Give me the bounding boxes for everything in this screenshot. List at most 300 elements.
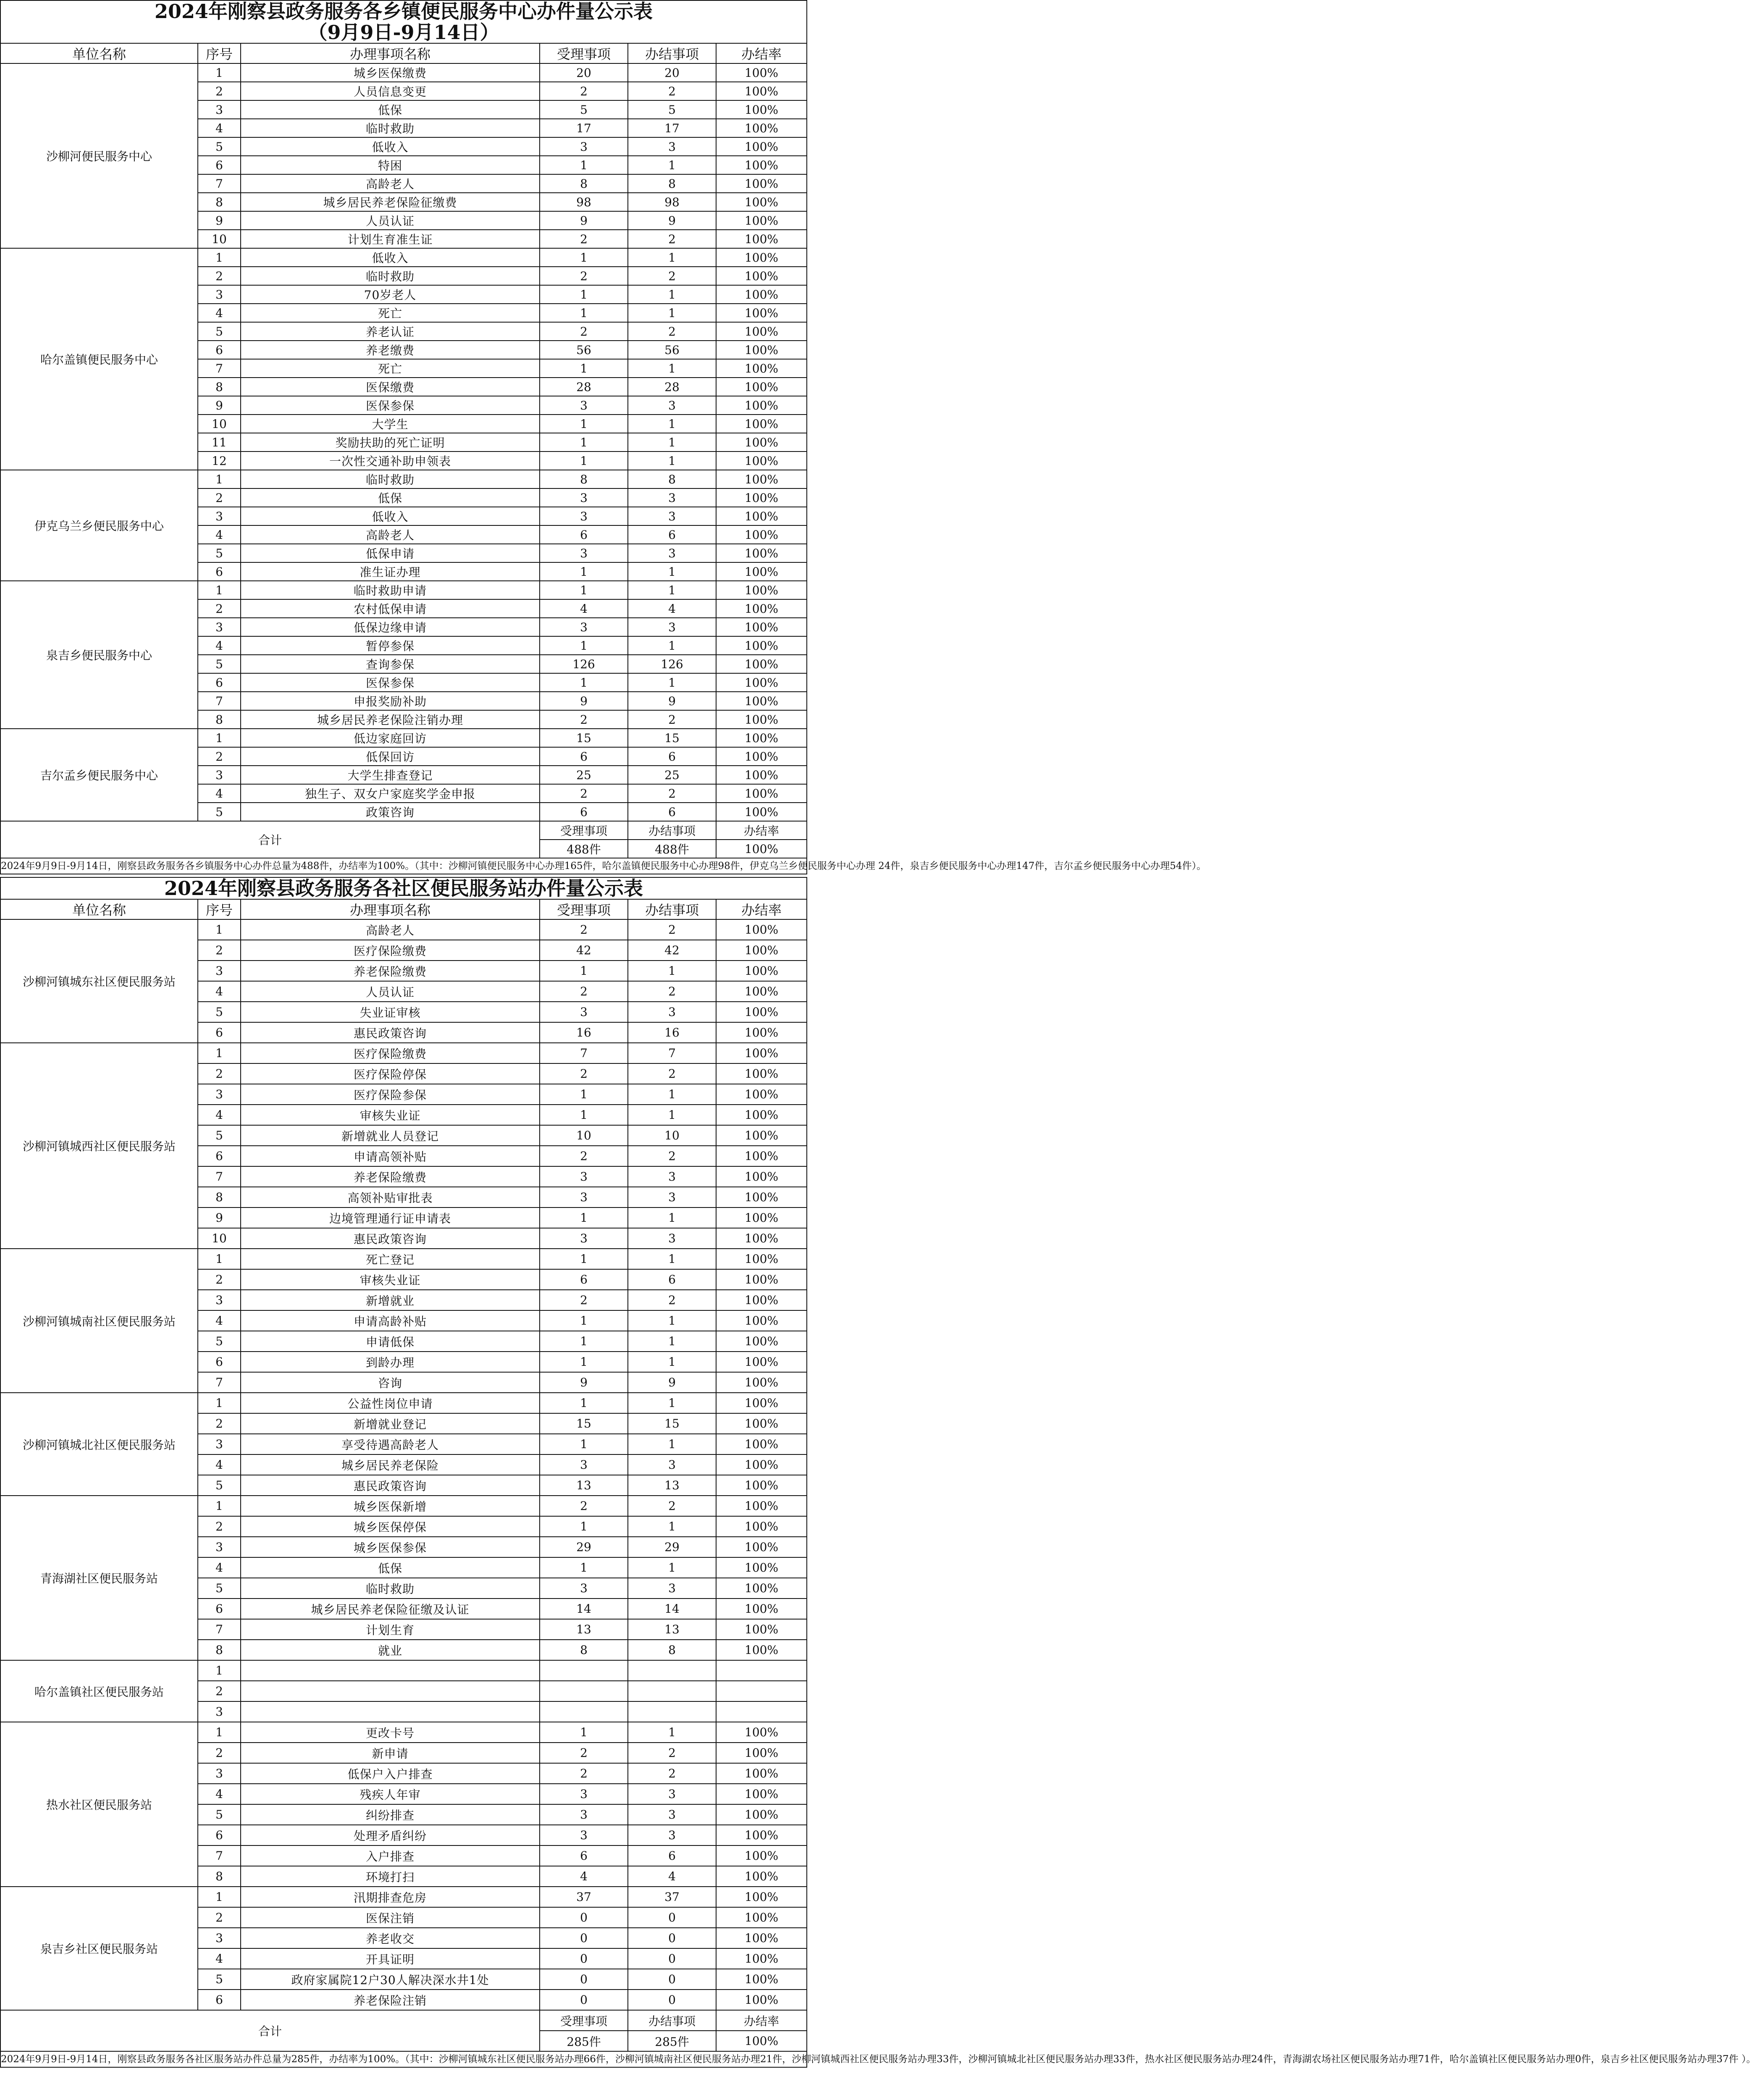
table1-title-line-1: 2024年刚察县政务服务各乡镇便民服务中心办件量公示表 [155, 0, 653, 23]
seq-cell: 4 [198, 1105, 241, 1125]
item-cell [241, 1701, 540, 1722]
accepted-cell: 3 [540, 544, 628, 562]
completed-cell: 2 [628, 267, 716, 285]
item-cell: 环境打扫 [241, 1866, 540, 1887]
rate-cell: 100% [716, 1475, 807, 1496]
accepted-cell: 6 [540, 1269, 628, 1290]
rate-cell: 100% [716, 1578, 807, 1599]
seq-cell: 3 [198, 1701, 241, 1722]
seq-cell: 1 [198, 1722, 241, 1743]
item-cell: 大学生 [241, 415, 540, 433]
item-cell: 公益性岗位申请 [241, 1393, 540, 1413]
item-cell: 低保边缘申请 [241, 618, 540, 636]
completed-cell: 4 [628, 599, 716, 618]
seq-cell: 3 [198, 961, 241, 981]
item-cell: 养老认证 [241, 322, 540, 341]
item-cell: 临时救助 [241, 267, 540, 285]
accepted-cell: 2 [540, 82, 628, 100]
total-value: 285件 [540, 2031, 628, 2051]
completed-cell: 1 [628, 1393, 716, 1413]
column-header: 办理事项名称 [241, 899, 540, 919]
column-header: 单位名称 [0, 43, 198, 63]
rate-cell: 100% [716, 230, 807, 248]
seq-cell: 2 [198, 1743, 241, 1763]
item-cell: 医疗保险缴费 [241, 1043, 540, 1063]
seq-cell: 5 [198, 1331, 241, 1352]
rate-cell: 100% [716, 1310, 807, 1331]
completed-cell: 1 [628, 1331, 716, 1352]
completed-cell: 2 [628, 1146, 716, 1166]
seq-cell: 3 [198, 1537, 241, 1557]
completed-cell: 1 [628, 304, 716, 322]
unit-name-cell: 伊克乌兰乡便民服务中心 [0, 470, 198, 581]
item-cell: 医疗保险缴费 [241, 940, 540, 961]
item-cell: 惠民政策咨询 [241, 1475, 540, 1496]
completed-cell: 1 [628, 1722, 716, 1743]
seq-cell: 2 [198, 940, 241, 961]
rate-cell: 100% [716, 1722, 807, 1743]
completed-cell: 0 [628, 1907, 716, 1928]
table-row [0, 248, 807, 267]
table2-title-line-1: 2024年刚察县政务服务各社区便民服务站办件量公示表 [164, 877, 643, 900]
completed-cell: 3 [628, 1784, 716, 1804]
rate-cell: 100% [716, 1125, 807, 1146]
rate-cell: 100% [716, 636, 807, 655]
seq-cell: 3 [198, 1763, 241, 1784]
seq-cell: 9 [198, 396, 241, 415]
accepted-cell: 9 [540, 692, 628, 710]
rate-cell: 100% [716, 1146, 807, 1166]
accepted-cell: 1 [540, 433, 628, 452]
table-row [0, 729, 807, 747]
rate-cell: 100% [716, 82, 807, 100]
table-row [0, 1496, 807, 1516]
accepted-cell: 2 [540, 919, 628, 940]
seq-cell: 3 [198, 618, 241, 636]
completed-cell: 9 [628, 1372, 716, 1393]
column-header: 受理事项 [540, 43, 628, 63]
seq-cell: 6 [198, 156, 241, 174]
accepted-cell: 2 [540, 710, 628, 729]
accepted-cell: 2 [540, 1496, 628, 1516]
accepted-cell: 1 [540, 304, 628, 322]
item-cell: 医保参保 [241, 673, 540, 692]
accepted-cell: 42 [540, 940, 628, 961]
completed-cell: 28 [628, 378, 716, 396]
item-cell: 查询参保 [241, 655, 540, 673]
item-cell: 人员认证 [241, 211, 540, 230]
rate-cell: 100% [716, 940, 807, 961]
completed-cell: 1 [628, 1084, 716, 1105]
accepted-cell: 1 [540, 248, 628, 267]
column-header: 序号 [198, 43, 241, 63]
table-row [0, 1393, 807, 1413]
rate-cell: 100% [716, 1454, 807, 1475]
unit-name-cell: 哈尔盖镇便民服务中心 [0, 248, 198, 470]
item-cell: 申报奖励补助 [241, 692, 540, 710]
item-cell: 高龄老人 [241, 919, 540, 940]
rate-cell: 100% [716, 1187, 807, 1208]
accepted-cell: 56 [540, 341, 628, 359]
seq-cell: 5 [198, 1002, 241, 1022]
completed-cell: 1 [628, 1516, 716, 1537]
rate-cell: 100% [716, 1352, 807, 1372]
item-cell [241, 1681, 540, 1701]
seq-cell: 9 [198, 1208, 241, 1228]
accepted-cell: 3 [540, 396, 628, 415]
completed-cell: 6 [628, 1845, 716, 1866]
seq-cell: 2 [198, 747, 241, 766]
seq-cell: 4 [198, 981, 241, 1002]
accepted-cell: 2 [540, 1763, 628, 1784]
rate-cell: 100% [716, 710, 807, 729]
table-row [0, 1043, 807, 1063]
item-cell: 临时救助 [241, 119, 540, 137]
rate-cell: 100% [716, 1845, 807, 1866]
item-cell: 医疗保险参保 [241, 1084, 540, 1105]
seq-cell: 5 [198, 803, 241, 821]
completed-cell: 2 [628, 1290, 716, 1310]
accepted-cell: 3 [540, 1166, 628, 1187]
accepted-cell: 1 [540, 1516, 628, 1537]
completed-cell: 1 [628, 562, 716, 581]
seq-cell: 5 [198, 544, 241, 562]
accepted-cell: 1 [540, 1105, 628, 1125]
completed-cell [628, 1681, 716, 1701]
rate-cell: 100% [716, 1537, 807, 1557]
item-cell: 农村低保申请 [241, 599, 540, 618]
seq-cell: 3 [198, 507, 241, 525]
item-cell: 临时救助 [241, 1578, 540, 1599]
accepted-cell: 1 [540, 285, 628, 304]
table1-title-line-2: （9月9日-9月14日） [308, 21, 499, 44]
unit-name-cell: 沙柳河镇城北社区便民服务站 [0, 1393, 198, 1496]
total-row [0, 2010, 807, 2031]
total-label: 合计 [0, 821, 540, 858]
item-cell: 临时救助申请 [241, 581, 540, 599]
rate-cell: 100% [716, 267, 807, 285]
rate-cell: 100% [716, 766, 807, 784]
accepted-cell: 2 [540, 322, 628, 341]
accepted-cell: 25 [540, 766, 628, 784]
completed-cell: 3 [628, 1825, 716, 1845]
accepted-cell: 1 [540, 1722, 628, 1743]
accepted-cell: 0 [540, 1969, 628, 1990]
accepted-cell: 8 [540, 1640, 628, 1660]
completed-cell: 0 [628, 1990, 716, 2010]
table1-header-row [0, 43, 807, 63]
seq-cell: 4 [198, 525, 241, 544]
completed-cell: 0 [628, 1948, 716, 1969]
item-cell: 新增就业 [241, 1290, 540, 1310]
seq-cell: 4 [198, 784, 241, 803]
accepted-cell: 2 [540, 981, 628, 1002]
item-cell: 城乡居民养老保险征缴及认证 [241, 1599, 540, 1619]
item-cell [241, 1660, 540, 1681]
accepted-cell: 3 [540, 1187, 628, 1208]
completed-cell: 37 [628, 1887, 716, 1907]
rate-cell: 100% [716, 211, 807, 230]
rate-cell: 100% [716, 1640, 807, 1660]
accepted-cell: 5 [540, 100, 628, 119]
accepted-cell [540, 1701, 628, 1722]
accepted-cell [540, 1681, 628, 1701]
seq-cell: 10 [198, 1228, 241, 1249]
completed-cell: 1 [628, 636, 716, 655]
item-cell: 到龄办理 [241, 1352, 540, 1372]
rate-cell: 100% [716, 1208, 807, 1228]
seq-cell: 12 [198, 452, 241, 470]
seq-cell: 2 [198, 1413, 241, 1434]
seq-cell: 4 [198, 1454, 241, 1475]
item-cell: 特困 [241, 156, 540, 174]
rate-cell: 100% [716, 729, 807, 747]
rate-cell: 100% [716, 341, 807, 359]
seq-cell: 8 [198, 193, 241, 211]
completed-cell: 2 [628, 230, 716, 248]
total-value: 100% [716, 2031, 807, 2051]
item-cell: 低收入 [241, 137, 540, 156]
total-value: 285件 [628, 2031, 716, 2051]
accepted-cell: 1 [540, 1434, 628, 1454]
completed-cell: 25 [628, 766, 716, 784]
seq-cell: 1 [198, 1393, 241, 1413]
item-cell: 高龄老人 [241, 174, 540, 193]
total-header: 办结事项 [628, 2010, 716, 2031]
seq-cell: 11 [198, 433, 241, 452]
completed-cell: 8 [628, 174, 716, 193]
rate-cell: 100% [716, 1804, 807, 1825]
item-cell: 更改卡号 [241, 1722, 540, 1743]
completed-cell: 3 [628, 618, 716, 636]
seq-cell: 10 [198, 415, 241, 433]
seq-cell: 8 [198, 1187, 241, 1208]
completed-cell: 9 [628, 211, 716, 230]
seq-cell: 3 [198, 1084, 241, 1105]
table2-title [0, 877, 807, 899]
accepted-cell: 4 [540, 599, 628, 618]
completed-cell: 3 [628, 1228, 716, 1249]
table1-title [0, 0, 807, 43]
completed-cell: 0 [628, 1969, 716, 1990]
item-cell: 奖励扶助的死亡证明 [241, 433, 540, 452]
completed-cell: 2 [628, 1063, 716, 1084]
table-row [0, 919, 807, 940]
accepted-cell: 1 [540, 1310, 628, 1331]
accepted-cell: 1 [540, 1557, 628, 1578]
seq-cell: 8 [198, 710, 241, 729]
table2-note: 2024年9月9日-9月14日，刚察县政务服务各社区服务站办件总量为285件，办结率为100%。（其中：沙柳河镇城东社区便民服务站办理66件，沙柳河镇城南社区便民服务站办理21件，沙柳河镇城西社区便民服务站办理33件，沙柳河镇城北社区便民服务站办理33件，热水社区便民服务站办理24件，青海湖农场社区便民服务站办理71件，哈尔盖镇社区便民服务站办理0件，泉吉乡社区便民服务站办理37件 ）。 [0, 2051, 807, 2067]
rate-cell: 100% [716, 488, 807, 507]
unit-name-cell: 沙柳河便民服务中心 [0, 63, 198, 248]
seq-cell: 5 [198, 1969, 241, 1990]
accepted-cell: 2 [540, 1063, 628, 1084]
completed-cell: 6 [628, 525, 716, 544]
seq-cell: 6 [198, 1352, 241, 1372]
accepted-cell: 98 [540, 193, 628, 211]
seq-cell: 7 [198, 1166, 241, 1187]
item-cell: 大学生排查登记 [241, 766, 540, 784]
item-cell: 纠纷排查 [241, 1804, 540, 1825]
seq-cell: 3 [198, 285, 241, 304]
item-cell: 享受待遇高龄老人 [241, 1434, 540, 1454]
unit-name-cell: 泉吉乡便民服务中心 [0, 581, 198, 729]
rate-cell: 100% [716, 544, 807, 562]
item-cell: 城乡医保停保 [241, 1516, 540, 1537]
completed-cell: 1 [628, 156, 716, 174]
completed-cell: 15 [628, 729, 716, 747]
completed-cell: 3 [628, 396, 716, 415]
completed-cell: 1 [628, 961, 716, 981]
rate-cell: 100% [716, 1928, 807, 1948]
total-header: 办结率 [716, 821, 807, 840]
rate-cell: 100% [716, 1063, 807, 1084]
rate-cell: 100% [716, 322, 807, 341]
item-cell: 残疾人年审 [241, 1784, 540, 1804]
rate-cell: 100% [716, 156, 807, 174]
completed-cell: 3 [628, 1578, 716, 1599]
completed-cell: 56 [628, 341, 716, 359]
rate-cell: 100% [716, 1763, 807, 1784]
rate-cell: 100% [716, 1557, 807, 1578]
seq-cell: 4 [198, 304, 241, 322]
accepted-cell: 3 [540, 1825, 628, 1845]
rate-cell: 100% [716, 1948, 807, 1969]
item-cell: 入户排查 [241, 1845, 540, 1866]
rate-cell: 100% [716, 415, 807, 433]
rate-cell: 100% [716, 1043, 807, 1063]
item-cell: 就业 [241, 1640, 540, 1660]
item-cell: 人员认证 [241, 981, 540, 1002]
rate-cell: 100% [716, 599, 807, 618]
unit-name-cell: 吉尔孟乡便民服务中心 [0, 729, 198, 821]
accepted-cell: 6 [540, 747, 628, 766]
completed-cell: 2 [628, 1743, 716, 1763]
column-header: 序号 [198, 899, 241, 919]
item-cell: 计划生育 [241, 1619, 540, 1640]
rate-cell: 100% [716, 1269, 807, 1290]
seq-cell: 2 [198, 1269, 241, 1290]
item-cell: 汛期排查危房 [241, 1887, 540, 1907]
seq-cell: 5 [198, 1578, 241, 1599]
accepted-cell: 3 [540, 1804, 628, 1825]
rate-cell: 100% [716, 747, 807, 766]
seq-cell: 5 [198, 1475, 241, 1496]
unit-name-cell: 青海湖社区便民服务站 [0, 1496, 198, 1660]
item-cell: 低保户入户排查 [241, 1763, 540, 1784]
seq-cell: 2 [198, 1907, 241, 1928]
accepted-cell: 3 [540, 1228, 628, 1249]
accepted-cell: 3 [540, 1002, 628, 1022]
seq-cell: 7 [198, 1619, 241, 1640]
accepted-cell: 9 [540, 211, 628, 230]
completed-cell: 20 [628, 63, 716, 82]
rate-cell: 100% [716, 1784, 807, 1804]
accepted-cell: 20 [540, 63, 628, 82]
completed-cell: 1 [628, 581, 716, 599]
seq-cell: 8 [198, 1866, 241, 1887]
seq-cell: 1 [198, 1660, 241, 1681]
completed-cell: 16 [628, 1022, 716, 1043]
item-cell: 临时救助 [241, 470, 540, 488]
rate-cell: 100% [716, 1290, 807, 1310]
table-row [0, 470, 807, 488]
rate-cell: 100% [716, 692, 807, 710]
accepted-cell: 10 [540, 1125, 628, 1146]
rate-cell: 100% [716, 1907, 807, 1928]
total-header: 受理事项 [540, 2010, 628, 2031]
completed-cell: 15 [628, 1413, 716, 1434]
rate-cell: 100% [716, 193, 807, 211]
completed-cell: 1 [628, 1105, 716, 1125]
item-cell: 70岁老人 [241, 285, 540, 304]
seq-cell: 1 [198, 470, 241, 488]
accepted-cell: 2 [540, 1146, 628, 1166]
unit-name-cell: 泉吉乡社区便民服务站 [0, 1887, 198, 2010]
seq-cell: 3 [198, 766, 241, 784]
completed-cell: 10 [628, 1125, 716, 1146]
rate-cell: 100% [716, 784, 807, 803]
item-cell: 低保 [241, 488, 540, 507]
rate-cell: 100% [716, 1393, 807, 1413]
completed-cell: 1 [628, 1434, 716, 1454]
rate-cell: 100% [716, 1434, 807, 1454]
item-cell: 医保注销 [241, 1907, 540, 1928]
accepted-cell: 1 [540, 156, 628, 174]
accepted-cell: 15 [540, 729, 628, 747]
rate-cell: 100% [716, 396, 807, 415]
column-header: 办结事项 [628, 43, 716, 63]
completed-cell: 2 [628, 981, 716, 1002]
seq-cell: 3 [198, 100, 241, 119]
column-header: 受理事项 [540, 899, 628, 919]
seq-cell: 5 [198, 1804, 241, 1825]
completed-cell: 29 [628, 1537, 716, 1557]
seq-cell: 1 [198, 729, 241, 747]
item-cell: 一次性交通补助申领表 [241, 452, 540, 470]
completed-cell [628, 1660, 716, 1681]
item-cell: 养老缴费 [241, 341, 540, 359]
accepted-cell: 1 [540, 1084, 628, 1105]
completed-cell: 3 [628, 507, 716, 525]
table-row [0, 1249, 807, 1269]
seq-cell: 4 [198, 636, 241, 655]
seq-cell: 1 [198, 1249, 241, 1269]
rate-cell: 100% [716, 1599, 807, 1619]
column-header: 办结事项 [628, 899, 716, 919]
rate-cell: 100% [716, 1331, 807, 1352]
table-row [0, 1722, 807, 1743]
item-cell: 低边家庭回访 [241, 729, 540, 747]
accepted-cell: 6 [540, 525, 628, 544]
rate-cell: 100% [716, 1105, 807, 1125]
rate-cell: 100% [716, 1084, 807, 1105]
accepted-cell: 4 [540, 1866, 628, 1887]
rate-cell: 100% [716, 63, 807, 82]
column-header: 办结率 [716, 43, 807, 63]
accepted-cell: 17 [540, 119, 628, 137]
seq-cell: 8 [198, 1640, 241, 1660]
completed-cell: 3 [628, 544, 716, 562]
item-cell: 惠民政策咨询 [241, 1022, 540, 1043]
item-cell: 独生子、双女户家庭奖学金申报 [241, 784, 540, 803]
completed-cell: 2 [628, 322, 716, 341]
item-cell: 高领补贴审批表 [241, 1187, 540, 1208]
item-cell: 低保申请 [241, 544, 540, 562]
unit-name-cell: 沙柳河镇城西社区便民服务站 [0, 1043, 198, 1249]
completed-cell: 8 [628, 1640, 716, 1660]
rate-cell: 100% [716, 961, 807, 981]
